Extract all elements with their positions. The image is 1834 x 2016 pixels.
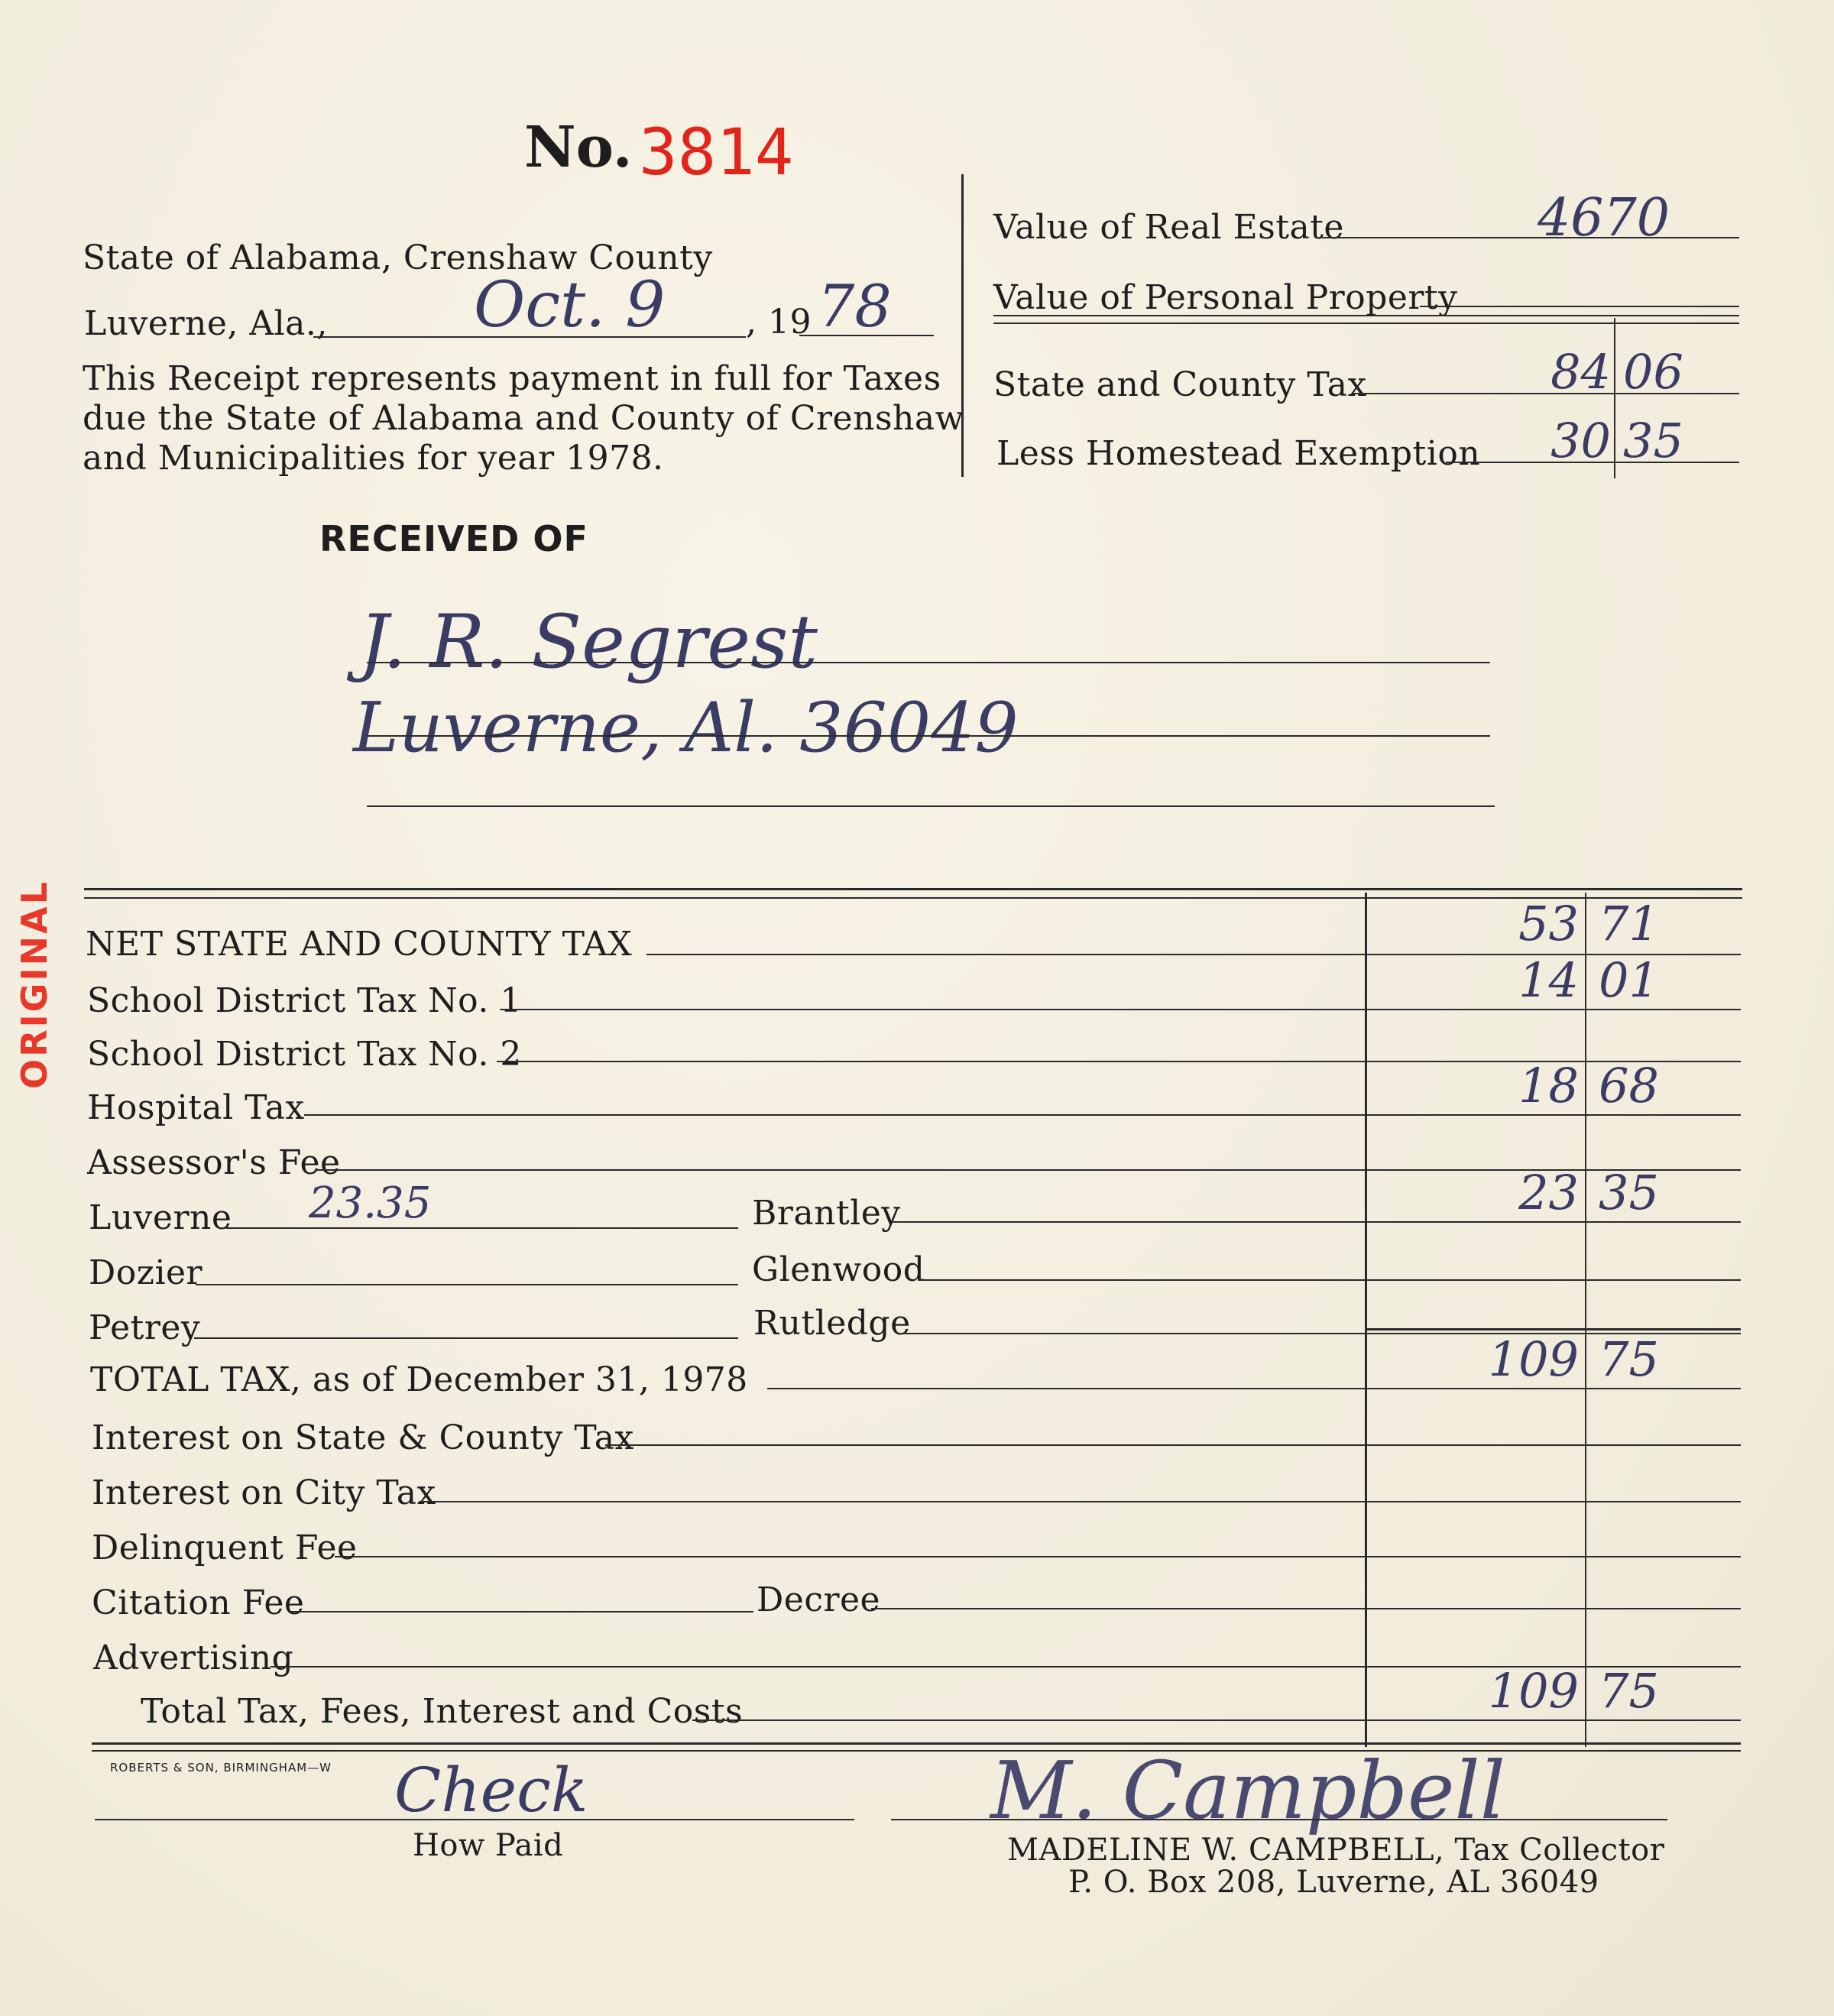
payer-name: J. R. Segrest: [359, 599, 818, 685]
grand-total-label: Total Tax, Fees, Interest and Costs: [141, 1692, 744, 1731]
glenwood-label: Glenwood: [752, 1250, 925, 1289]
luverne-label: Luverne: [89, 1198, 232, 1237]
statement-line-3: and Municipalities for year 1978.: [83, 439, 664, 478]
citation-label: Citation Fee: [92, 1583, 305, 1622]
line-net-state-county-label: NET STATE AND COUNTY TAX: [86, 925, 633, 964]
receipt-year: 78: [818, 272, 892, 340]
how-paid-label: How Paid: [413, 1828, 564, 1863]
collector-name: MADELINE W. CAMPBELL, Tax Collector: [1007, 1833, 1665, 1868]
line-school-1-cents: 01: [1599, 952, 1659, 1008]
advertising-label: Advertising: [93, 1638, 294, 1677]
state-county-tax-dollars: 84: [1550, 344, 1611, 400]
personal-property-label: Value of Personal Property: [993, 278, 1458, 317]
line-net-state-county-cents: 71: [1599, 896, 1659, 951]
place-label: Luverne, Ala.,: [84, 304, 328, 343]
copy-label: ORIGINAL: [14, 880, 55, 1089]
collector-signature: M. Campbell: [990, 1744, 1506, 1837]
line-hospital-dollars: 18: [1518, 1058, 1579, 1113]
dozier-label: Dozier: [89, 1253, 203, 1292]
receipt-number: 3814: [639, 115, 794, 190]
brantley-cents: 35: [1599, 1165, 1659, 1220]
interest-city-label: Interest on City Tax: [92, 1473, 436, 1512]
petrey-label: Petrey: [89, 1308, 201, 1347]
receipt-date: Oct. 9: [474, 269, 666, 342]
received-of-label: RECEIVED OF: [319, 518, 588, 559]
luverne-value: 23.35: [309, 1178, 432, 1228]
total-tax-dollars: 109: [1488, 1331, 1579, 1387]
real-estate-value: 4670: [1538, 188, 1670, 248]
statement-line-1: This Receipt represents payment in full for Taxes: [83, 359, 941, 398]
receipt-number-label: No.: [524, 115, 633, 180]
collector-address: P. O. Box 208, Luverne, AL 36049: [1068, 1865, 1599, 1900]
statement-line-2: due the State of Alabama and County of Crenshaw: [83, 399, 964, 438]
year-prefix: , 19: [746, 303, 812, 342]
line-hospital-label: Hospital Tax: [87, 1088, 305, 1127]
state-county-tax-cents: 06: [1623, 344, 1683, 400]
line-school-1-dollars: 14: [1518, 952, 1579, 1008]
homestead-dollars: 30: [1550, 413, 1611, 468]
state-county-tax-label: State and County Tax: [993, 365, 1367, 404]
delinquent-label: Delinquent Fee: [92, 1528, 358, 1567]
payer-address: Luverne, Al. 36049: [353, 688, 1019, 768]
grand-total-cents: 75: [1599, 1663, 1659, 1719]
decree-label: Decree: [757, 1580, 881, 1619]
line-school-1-label: School District Tax No. 1: [87, 981, 522, 1020]
line-net-state-county-dollars: 53: [1518, 896, 1579, 951]
how-paid-value: Check: [394, 1755, 588, 1826]
total-tax-label: TOTAL TAX, as of December 31, 1978: [90, 1360, 748, 1399]
total-tax-cents: 75: [1599, 1331, 1659, 1387]
rutledge-label: Rutledge: [753, 1304, 911, 1343]
brantley-label: Brantley: [752, 1194, 901, 1233]
printer-credit: ROBERTS & SON, BIRMINGHAM—W: [110, 1761, 332, 1775]
line-hospital-cents: 68: [1599, 1058, 1659, 1113]
grand-total-dollars: 109: [1488, 1663, 1579, 1719]
brantley-dollars: 23: [1518, 1165, 1579, 1220]
homestead-label: Less Homestead Exemption: [996, 434, 1481, 473]
interest-state-label: Interest on State & County Tax: [92, 1418, 634, 1457]
line-school-2-label: School District Tax No. 2: [87, 1035, 522, 1074]
homestead-cents: 35: [1623, 413, 1683, 468]
real-estate-label: Value of Real Estate: [993, 208, 1344, 247]
line-assessor-label: Assessor's Fee: [87, 1143, 341, 1182]
state-county-heading: State of Alabama, Crenshaw County: [83, 238, 713, 277]
